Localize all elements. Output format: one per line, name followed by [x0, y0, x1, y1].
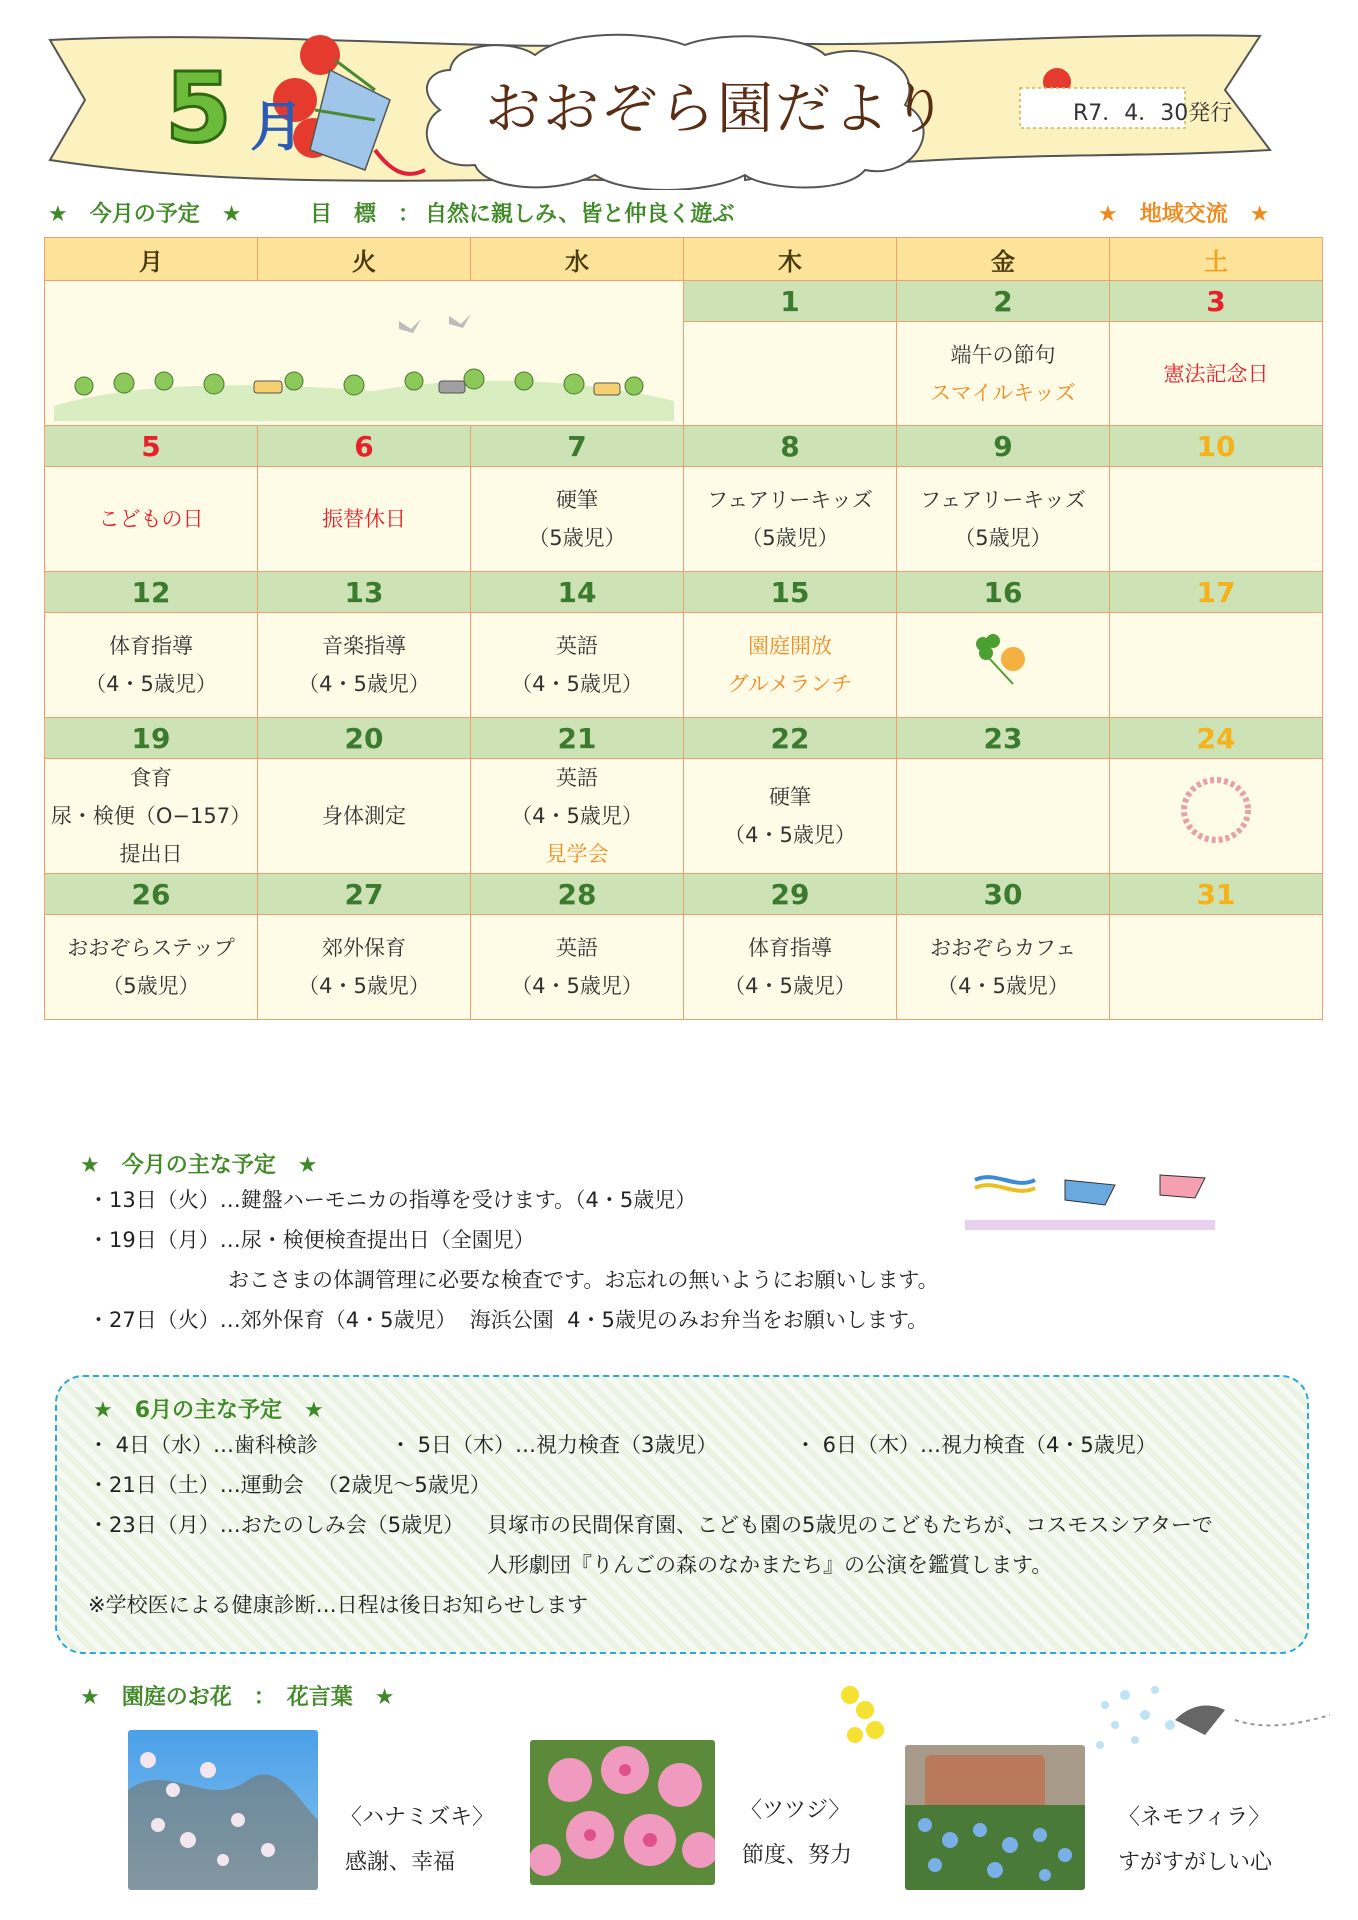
issue-date: R7．4．30発行	[1073, 101, 1233, 126]
event-cell	[45, 759, 258, 874]
event-text: （5歳児）	[528, 526, 626, 550]
date-cell: 1	[684, 281, 897, 322]
event-text: フェアリーキッズ	[920, 488, 1086, 512]
date-cell: 28	[471, 874, 684, 915]
main-schedule-item: ・13日（火）…鍵盤ハーモニカの指導を受けます。（4・5歳児）	[88, 1188, 697, 1212]
koinobori-illustration	[955, 1160, 1225, 1240]
june-schedule-item: ・21日（土）…運動会 （2歳児〜5歳児）	[88, 1473, 491, 1497]
event-cell	[897, 915, 1110, 1020]
event-cell	[258, 467, 471, 572]
event-text: 体育指導	[748, 936, 832, 960]
main-schedule-item: ・19日（月）…尿・検便検査提出日（全園児）	[88, 1228, 535, 1252]
date-cell: 12	[45, 572, 258, 613]
date-cell: 21	[471, 718, 684, 759]
date-cell: 13	[258, 572, 471, 613]
date-cell: 19	[45, 718, 258, 759]
event-text: おおぞらカフェ	[930, 936, 1076, 960]
event-cell	[1110, 759, 1323, 874]
event-text: （4・5歳児）	[85, 672, 217, 696]
date-cell: 14	[471, 572, 684, 613]
event-cell	[471, 915, 684, 1020]
june-schedule-detail: 貝塚市の民間保育園、こども園の5歳児のこどもたちが、コスモスシアターで	[487, 1513, 1213, 1537]
date-cell: 3	[1110, 281, 1323, 322]
weekday-header-row	[45, 238, 1323, 281]
june-schedule-item: ・ 6日（木）…視力検査（4・5歳児）	[795, 1433, 1157, 1457]
event-text: 提出日	[119, 842, 183, 866]
event-cell	[1110, 467, 1323, 572]
event-text: 硬筆	[556, 488, 598, 512]
date-row	[45, 874, 1323, 915]
monthly-calendar	[44, 237, 1323, 1020]
event-cell	[684, 613, 897, 718]
flower-name: 〈ネモフィラ〉	[1118, 1805, 1271, 1830]
june-schedule-heading: ★ 6月の主な予定 ★	[93, 1398, 324, 1423]
flower-meaning: 感謝、幸福	[345, 1850, 456, 1875]
event-cell	[684, 759, 897, 874]
main-schedule-heading: ★ 今月の主な予定 ★	[80, 1153, 318, 1178]
date-row	[45, 281, 1323, 322]
flower-meaning: すがすがしい心	[1118, 1850, 1273, 1875]
event-text: 身体測定	[322, 804, 406, 828]
goal-text: 自然に親しみ、皆と仲良く遊ぶ	[425, 202, 735, 227]
date-cell: 2	[897, 281, 1110, 322]
event-text: （4・5歳児）	[511, 672, 643, 696]
event-text: （5歳児）	[954, 526, 1052, 550]
flower-meaning: 節度、努力	[742, 1843, 853, 1868]
event-cell	[45, 613, 258, 718]
butterfly-illustration	[835, 1680, 895, 1750]
event-cell	[1110, 915, 1323, 1020]
birds-and-hills-illustration	[54, 281, 674, 421]
weekday-sat: 土	[1110, 238, 1323, 281]
event-text: 端午の節句	[950, 342, 1056, 367]
event-text: 英語	[556, 936, 598, 960]
event-cell	[897, 759, 1110, 874]
date-cell: 24	[1110, 718, 1323, 759]
event-text: グルメランチ	[727, 672, 853, 696]
event-text: （4・5歳児）	[937, 974, 1069, 998]
event-cell	[471, 467, 684, 572]
date-cell: 15	[684, 572, 897, 613]
event-cell	[1110, 322, 1323, 426]
event-cell	[1110, 613, 1323, 718]
event-cell	[258, 613, 471, 718]
month-label: 月	[250, 95, 304, 158]
dogwood-photo	[128, 1730, 318, 1890]
this-month-schedule-label: ★ 今月の予定 ★	[48, 202, 242, 227]
event-text: おおぞらステップ	[67, 936, 235, 960]
event-text: （4・5歳児）	[511, 974, 643, 998]
flower-name: 〈ツツジ〉	[740, 1798, 851, 1823]
event-text: 英語	[556, 766, 598, 790]
date-cell: 7	[471, 426, 684, 467]
event-row	[45, 759, 1323, 874]
event-text: （5歳児）	[102, 974, 200, 998]
azalea-photo	[530, 1740, 715, 1885]
event-text: 見学会	[545, 842, 609, 866]
event-text: スマイルキッズ	[930, 380, 1076, 405]
event-text: 郊外保育	[322, 936, 406, 960]
event-cell	[258, 915, 471, 1020]
event-row	[45, 613, 1323, 718]
event-cell	[897, 467, 1110, 572]
event-row	[45, 915, 1323, 1020]
main-schedule-item: ・27日（火）…郊外保育（4・5歳児） 海浜公園 4・5歳児のみお弁当をお願いします。	[88, 1308, 929, 1332]
date-cell: 20	[258, 718, 471, 759]
event-text: 園庭開放	[748, 634, 832, 658]
date-cell: 9	[897, 426, 1110, 467]
event-cell	[471, 613, 684, 718]
june-schedule-item: ・ 4日（水）…歯科検診	[88, 1433, 319, 1457]
newsletter-title: おおぞら園だより	[485, 77, 949, 142]
event-text: 尿・検便（O−157）	[50, 804, 252, 828]
event-cell	[897, 322, 1110, 426]
date-cell: 10	[1110, 426, 1323, 467]
june-schedule-item: ・ 5日（木）…視力検査（3歳児）	[390, 1433, 718, 1457]
spring-landscape-illustration	[45, 281, 684, 426]
date-row	[45, 572, 1323, 613]
flower-name: 〈ハナミズキ〉	[340, 1805, 495, 1830]
event-text: 音楽指導	[322, 634, 406, 658]
nemophila-photo	[905, 1745, 1085, 1890]
weekday-fri: 金	[897, 238, 1110, 281]
event-text: （4・5歳児）	[511, 804, 643, 828]
event-text: （4・5歳児）	[724, 974, 856, 998]
date-cell: 29	[684, 874, 897, 915]
event-cell	[897, 613, 1110, 718]
weekday-thu: 木	[684, 238, 897, 281]
event-text: （5歳児）	[741, 526, 839, 550]
event-cell	[684, 467, 897, 572]
date-cell: 23	[897, 718, 1110, 759]
date-cell: 17	[1110, 572, 1323, 613]
event-text: フェアリーキッズ	[707, 488, 873, 512]
date-cell: 26	[45, 874, 258, 915]
date-cell: 16	[897, 572, 1110, 613]
weekday-mon: 月	[45, 238, 258, 281]
event-text: 体育指導	[109, 634, 193, 658]
clover-chick-illustration	[968, 629, 1038, 689]
event-text: 憲法記念日	[1163, 361, 1269, 386]
weekday-wed: 水	[471, 238, 684, 281]
date-cell: 31	[1110, 874, 1323, 915]
date-cell: 27	[258, 874, 471, 915]
weekday-tue: 火	[258, 238, 471, 281]
event-cell	[684, 322, 897, 426]
event-text: （4・5歳児）	[298, 974, 430, 998]
month-number: 5	[165, 52, 232, 164]
june-schedule-note: ※学校医による健康診断…日程は後日お知らせします	[88, 1593, 588, 1617]
event-cell	[471, 759, 684, 874]
date-cell: 30	[897, 874, 1110, 915]
main-schedule-note: おこさまの体調管理に必要な検査です。お忘れの無いようにお願いします。	[228, 1268, 939, 1292]
goal-label: 目 標 ：	[310, 202, 421, 227]
event-text: 振替休日	[322, 507, 406, 531]
date-cell: 8	[684, 426, 897, 467]
date-cell: 6	[258, 426, 471, 467]
swallow-illustration	[1085, 1665, 1335, 1785]
june-schedule-item: ・23日（月）…おたのしみ会（5歳児）	[88, 1513, 465, 1537]
community-exchange-label: ★ 地域交流 ★	[1098, 202, 1270, 227]
date-row	[45, 426, 1323, 467]
event-text: 英語	[556, 634, 598, 658]
june-schedule-detail: 人形劇団『りんごの森のなかまたち』の公演を鑑賞します。	[487, 1553, 1053, 1577]
event-row	[45, 467, 1323, 572]
event-cell	[258, 759, 471, 874]
event-cell	[45, 915, 258, 1020]
event-text: （4・5歳児）	[724, 823, 856, 847]
garden-flowers-heading: ★ 園庭のお花 ： 花言葉 ★	[80, 1685, 395, 1710]
event-text: こどもの日	[98, 507, 204, 531]
event-text: 硬筆	[769, 785, 811, 809]
event-text: 食育	[130, 766, 172, 790]
date-cell: 5	[45, 426, 258, 467]
masthead	[45, 30, 1315, 190]
flower-wreath-illustration	[1171, 770, 1261, 850]
event-text: （4・5歳児）	[298, 672, 430, 696]
event-cell	[684, 915, 897, 1020]
date-cell: 22	[684, 718, 897, 759]
event-cell	[45, 467, 258, 572]
date-row	[45, 718, 1323, 759]
